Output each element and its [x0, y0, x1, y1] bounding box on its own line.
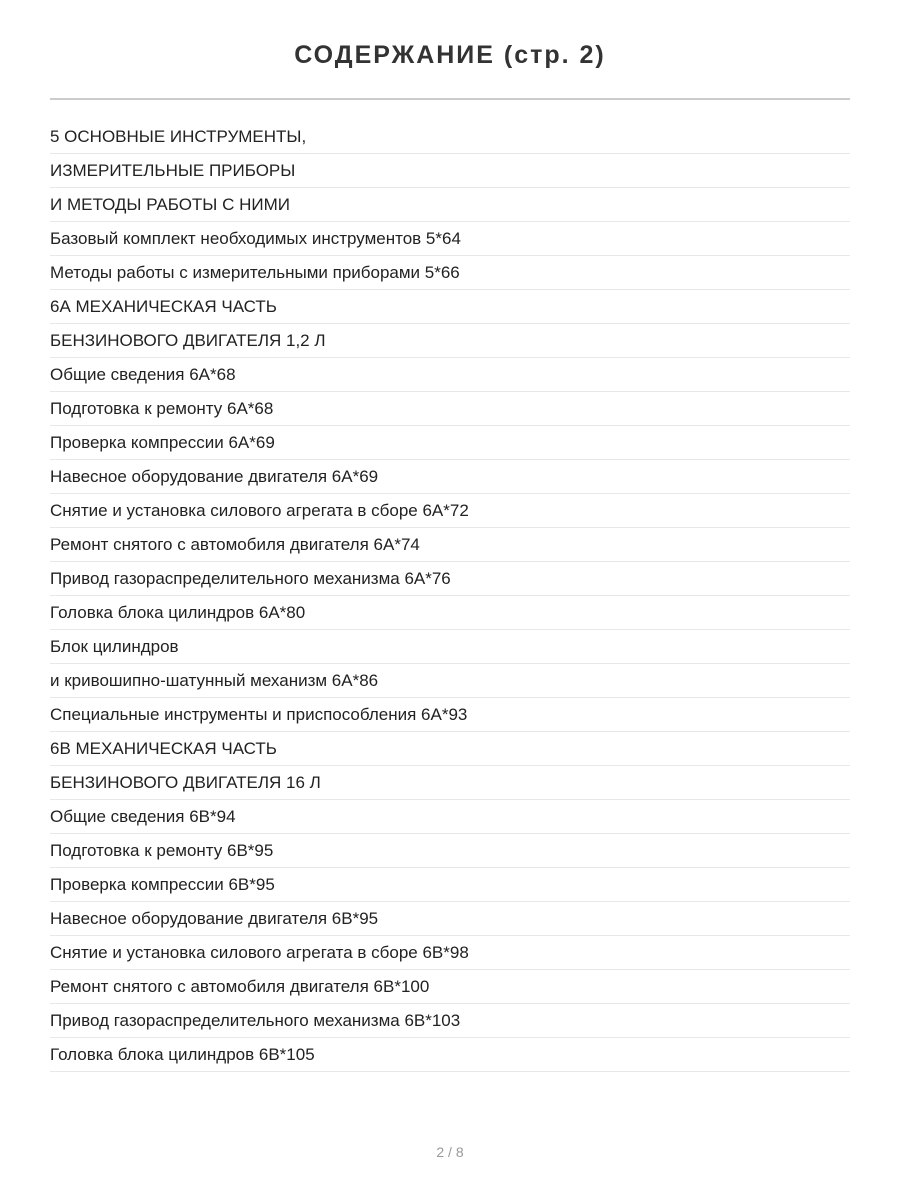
- toc-entry: Снятие и установка силового агрегата в сборе 6А*72: [50, 494, 850, 528]
- toc-entry: ИЗМЕРИТЕЛЬНЫЕ ПРИБОРЫ: [50, 154, 850, 188]
- toc-entry: БЕНЗИНОВОГО ДВИГАТЕЛЯ 16 Л: [50, 766, 850, 800]
- table-of-contents: [50, 120, 850, 1072]
- toc-entry: Привод газораспределительного механизма 6А*76: [50, 562, 850, 596]
- toc-entry: Головка блока цилиндров 6В*105: [50, 1038, 850, 1072]
- toc-entry: Общие сведения 6В*94: [50, 800, 850, 834]
- toc-entry: Головка блока цилиндров 6А*80: [50, 596, 850, 630]
- toc-entry: Проверка компрессии 6А*69: [50, 426, 850, 460]
- toc-entry: Ремонт снятого с автомобиля двигателя 6В*100: [50, 970, 850, 1004]
- toc-entry: Проверка компрессии 6В*95: [50, 868, 850, 902]
- toc-entry: 5 ОСНОВНЫЕ ИНСТРУМЕНТЫ,: [50, 120, 850, 154]
- page-title: СОДЕРЖАНИЕ (стр. 2): [294, 41, 606, 69]
- toc-entry: Методы работы с измерительными приборами 5*66: [50, 256, 850, 290]
- toc-entry: 6А МЕХАНИЧЕСКАЯ ЧАСТЬ: [50, 290, 850, 324]
- title-divider: [50, 98, 850, 100]
- toc-entry: Ремонт снятого с автомобиля двигателя 6А*74: [50, 528, 850, 562]
- toc-entry: И МЕТОДЫ РАБОТЫ С НИМИ: [50, 188, 850, 222]
- toc-entry: Снятие и установка силового агрегата в сборе 6В*98: [50, 936, 850, 970]
- toc-entry: Блок цилиндров: [50, 630, 850, 664]
- toc-entry: 6В МЕХАНИЧЕСКАЯ ЧАСТЬ: [50, 732, 850, 766]
- toc-entry: Базовый комплект необходимых инструментов 5*64: [50, 222, 850, 256]
- toc-entry: Навесное оборудование двигателя 6А*69: [50, 460, 850, 494]
- toc-entry: Специальные инструменты и приспособления 6А*93: [50, 698, 850, 732]
- toc-entry: БЕНЗИНОВОГО ДВИГАТЕЛЯ 1,2 Л: [50, 324, 850, 358]
- page-indicator: 2 / 8: [436, 1144, 464, 1160]
- toc-entry: Общие сведения 6А*68: [50, 358, 850, 392]
- toc-entry: и кривошипно-шатунный механизм 6А*86: [50, 664, 850, 698]
- toc-entry: Подготовка к ремонту 6А*68: [50, 392, 850, 426]
- toc-entry: Привод газораспределительного механизма 6В*103: [50, 1004, 850, 1038]
- toc-entry: Подготовка к ремонту 6В*95: [50, 834, 850, 868]
- toc-entry: Навесное оборудование двигателя 6В*95: [50, 902, 850, 936]
